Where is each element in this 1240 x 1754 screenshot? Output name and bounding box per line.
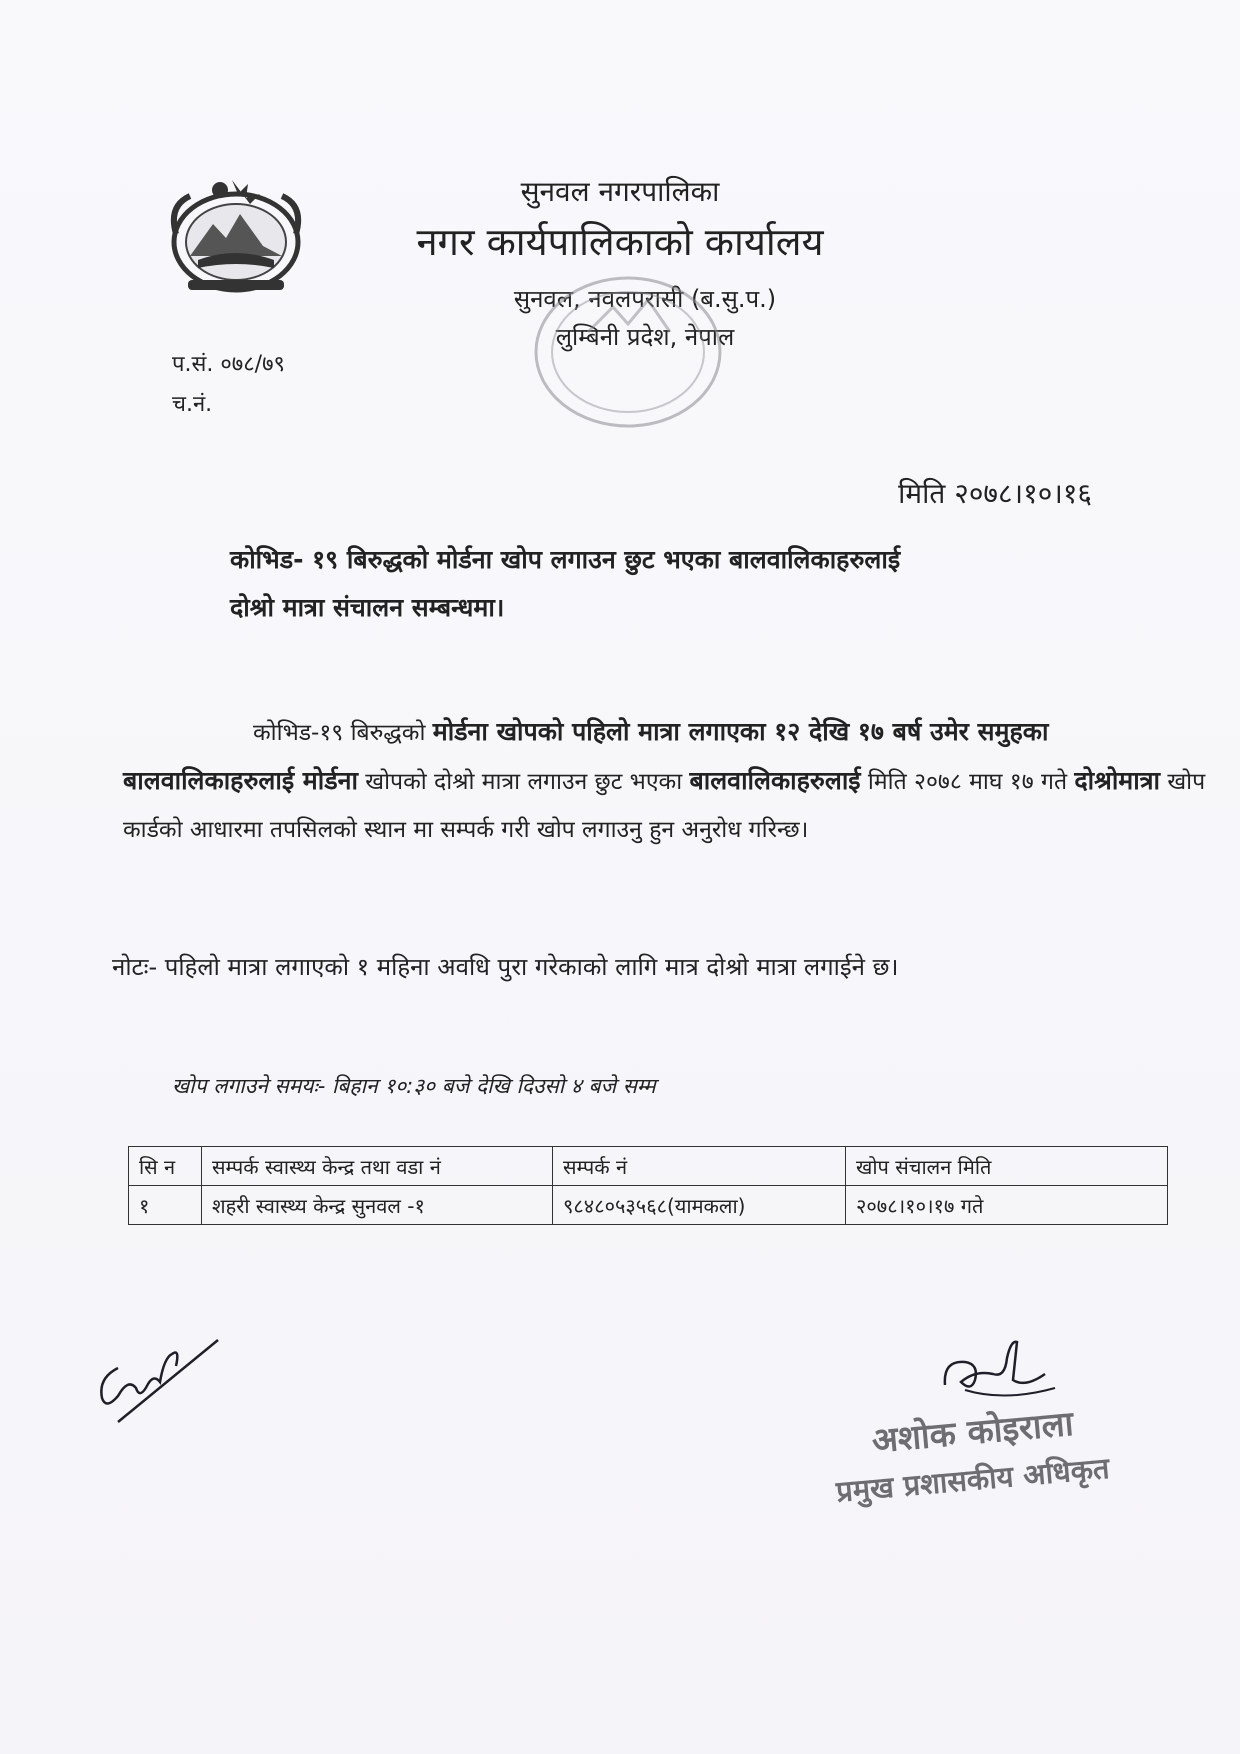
- officer-signature: [935, 1330, 1065, 1410]
- subject-line-1: कोभिड- १९ बिरुद्धको मोर्डना खोप लगाउन छुट भएका बालवालिकाहरुलाई: [230, 545, 901, 574]
- office-province: लुम्बिनी प्रदेश, नेपाल: [555, 323, 735, 351]
- body-text-6: दोश्रोमात्रा: [1074, 766, 1161, 795]
- col-header-date: खोप संचालन मिति: [846, 1147, 1168, 1186]
- cell-contact: ९८४८०५३५६८(यामकला): [553, 1186, 846, 1225]
- subject-line-2: दोश्रो मात्रा संचालन सम्बन्धमा।: [230, 593, 505, 622]
- body-text-2: मोर्डना खोपको पहिलो मात्रा लगाएका १२ देखि १७ बर्ष उमेर समुहका बालवालिकाहरुलाई मोर्डना: [123, 717, 1049, 795]
- body-text-7: खोप कार्डको आधारमा तपसिलको स्थान मा सम्पर्क गरी खोप लगाउनु हुन अनुरोध गरिन्छ।: [123, 769, 1206, 843]
- office-address: सुनवल, नवलपरासी (ब.सु.प.): [513, 285, 777, 313]
- letter-subject: [230, 536, 1110, 632]
- body-text-1: कोभिड-१९ बिरुद्धको: [253, 720, 426, 746]
- left-signature: [88, 1318, 238, 1428]
- municipality-name: सुनवल नगरपालिका: [520, 175, 720, 208]
- col-header-serial: सि न: [129, 1147, 202, 1186]
- col-header-health-center: सम्पर्क स्वास्थ्य केन्द्र तथा वडा नं: [202, 1147, 553, 1186]
- note-text: नोटः- पहिलो मात्रा लगाएको १ महिना अवधि पुरा गरेकाको लागि मात्र दोश्रो मात्रा लगाईने छ।: [112, 953, 899, 981]
- cell-health-center: शहरी स्वास्थ्य केन्द्र सुनवल -१: [202, 1186, 553, 1225]
- vaccination-timing: खोप लगाउने समयः- बिहान १०:३० बजे देखि दिउसो ४ बजे सम्म: [172, 1074, 656, 1098]
- officer-stamp: [830, 1396, 1111, 1511]
- officer-name: अशोक कोइराला: [870, 1403, 1076, 1462]
- body-text-3: खोपको दोश्रो मात्रा लगाउन छुट भएका: [365, 769, 683, 795]
- cell-serial: १: [129, 1186, 202, 1225]
- table-row: [129, 1186, 1168, 1225]
- vaccination-schedule-table: [128, 1146, 1168, 1225]
- letter-body: [123, 708, 1208, 854]
- cell-date: २०७८।१०।१७ गते: [846, 1186, 1168, 1225]
- col-header-contact: सम्पर्क नं: [553, 1147, 846, 1186]
- office-seal-stamp: [518, 262, 738, 442]
- table-header-row: [129, 1147, 1168, 1186]
- office-name: नगर कार्यपालिकाको कार्यालय: [416, 220, 824, 264]
- letter-date: मिति २०७८।१०।१६: [898, 477, 1092, 510]
- officer-title: प्रमुख प्रशासकीय अधिकृत: [834, 1450, 1111, 1509]
- body-text-5: मिति २०७८ माघ १७ गते: [867, 769, 1068, 795]
- body-text-4: बालवालिकाहरुलाई: [689, 766, 861, 795]
- letter-reference-number: प.सं. ०७८/७९: [172, 352, 285, 377]
- dispatch-number: च.नं.: [172, 392, 213, 417]
